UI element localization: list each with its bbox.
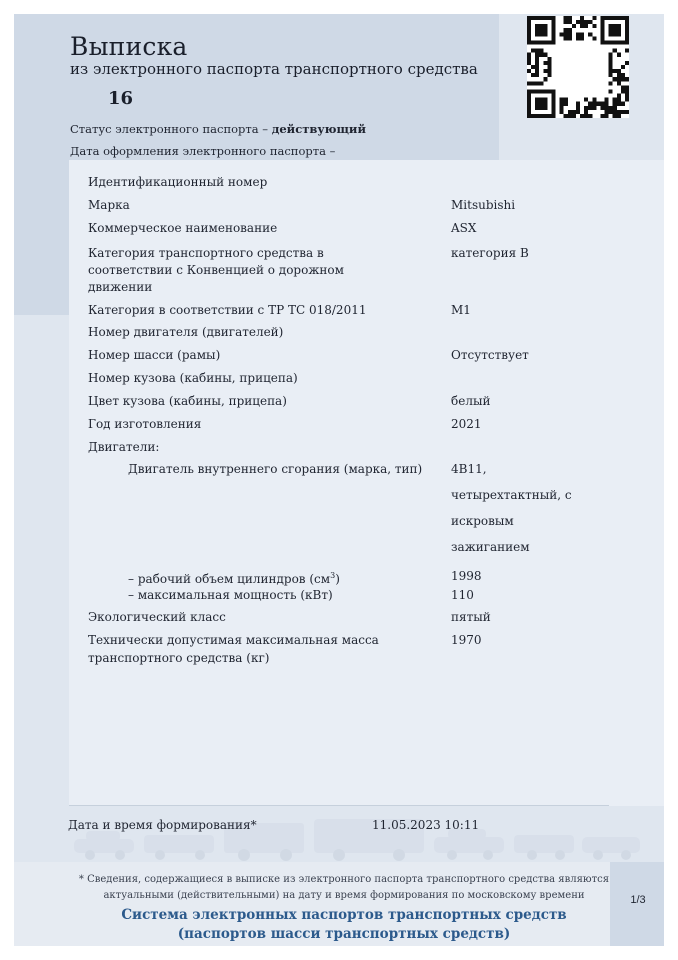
field-value-eco-class: пятый [451,610,491,624]
field-label-chassis-number: Номер шасси (рамы) [88,348,221,362]
field-value-category-tr: M1 [451,303,471,317]
field-value-chassis-number: Отсутствует [451,348,529,362]
field-label-body-number: Номер кузова (кабины, прицепа) [88,371,298,385]
status-label: Статус электронного паспорта – [70,122,272,136]
field-value-power: 110 [451,588,474,602]
field-label-commercial-name: Коммерческое наименование [88,221,278,235]
left-decor-strip [14,160,69,315]
document-page [14,14,664,946]
document-title: Выписка [70,32,188,61]
displacement-label-end: ) [335,572,340,586]
displacement-label-text: – рабочий объем цилиндров (см [128,572,331,586]
field-label-id-number: Идентификационный номер [88,175,268,189]
status-value: действующий [271,122,366,136]
field-value-ice-1: 4B11, [451,462,487,476]
field-value-brand: Mitsubishi [451,198,516,212]
page-number: 1/3 [630,894,646,906]
field-label-year: Год изготовления [88,417,202,431]
footnote [74,872,614,904]
system-name-line-2: (паспортов шасси транспортных средств) [177,926,511,942]
field-label-power: – максимальная мощность (кВт) [128,588,333,602]
field-label-displacement [128,568,428,587]
field-label-category-tr: Категория в соответствии с ТР ТС 018/2011 [88,303,367,317]
field-label-ice: Двигатель внутреннего сгорания (марка, тип) [128,462,423,476]
divider [69,805,609,806]
system-name-line-1: Система электронных паспортов транспортных средств [121,907,567,923]
field-label-engine-number: Номер двигателя (двигателей) [88,325,284,339]
footnote-line-1: * Сведения, содержащиеся в выписке из электронного паспорта транспортного средства являются [78,874,610,885]
qr-code-icon [527,16,629,118]
field-value-ice-4: зажиганием [451,540,530,554]
field-label-max-mass-1: Технически допустимая максимальная масса [88,633,379,647]
field-label-eco-class: Экологический класс [88,610,226,624]
field-value-year: 2021 [451,417,482,431]
field-label-category-convention-1: Категория транспортного средства в [88,246,324,260]
status-line [70,122,366,136]
field-label-body-color: Цвет кузова (кабины, прицепа) [88,394,287,408]
field-label-category-convention-2: соответствии с Конвенцией о дорожном [88,263,344,277]
field-value-commercial-name: ASX [451,221,477,235]
field-label-category-convention-3: движении [88,280,153,294]
field-label-brand: Марка [88,198,130,212]
document-number: 16 [108,88,134,109]
field-value-displacement: 1998 [451,569,482,583]
field-value-max-mass: 1970 [451,633,482,647]
document-subtitle: из электронного паспорта транспортного средства [70,60,478,78]
issue-date-label: Дата оформления электронного паспорта – [70,144,336,158]
displacement-label-sup: 3 [330,571,336,580]
field-value-ice-3: искровым [451,514,514,528]
field-value-body-color: белый [451,394,491,408]
field-value-category-convention: категория B [451,246,529,260]
engines-heading: Двигатели: [88,440,160,454]
system-name [74,906,614,944]
field-value-ice-2: четырехтактный, с [451,488,572,502]
field-label-max-mass-2: транспортного средства (кг) [88,651,270,665]
footnote-line-2: актуальными (действительными) на дату и время формирования по московскому времени [103,890,585,901]
generation-date-label: Дата и время формирования* [68,818,257,832]
generation-date-value: 11.05.2023 10:11 [372,818,480,832]
